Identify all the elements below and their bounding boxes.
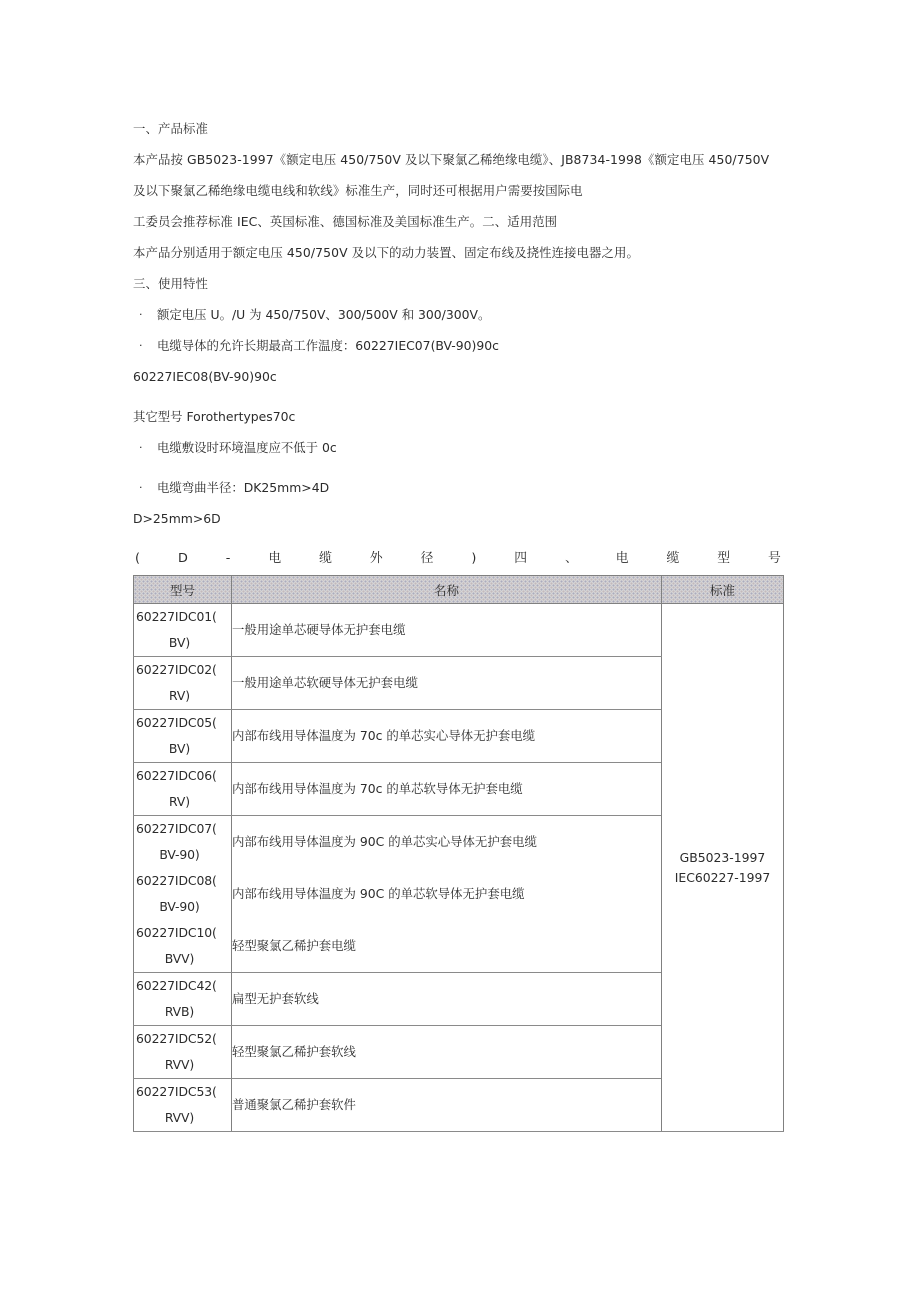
model-line-1: 60227IDC02(	[136, 662, 217, 677]
bullet-item-rated-voltage	[133, 299, 788, 330]
model-line-1: 60227IDC52(	[136, 1031, 217, 1046]
model-line-2: BVV)	[164, 951, 195, 966]
cell-model	[134, 1079, 232, 1132]
bullet-item-bend-radius	[133, 472, 788, 503]
cell-name: 轻型聚氯乙稀护套软线	[232, 1026, 662, 1079]
column-header-name: 名称	[232, 576, 662, 604]
bullet-text-rated-voltage: 额定电压 U。/U 为 450/750V、300/500V 和 300/300V。	[157, 307, 491, 322]
model-line-1: 60227IDC07(	[136, 821, 217, 836]
model-line-2: BV-90)	[159, 847, 200, 862]
table-header-row	[134, 576, 784, 604]
bullet-marker-icon: ·	[139, 481, 143, 494]
cell-model	[134, 657, 232, 710]
section-heading-product-standard: 一、产品标准	[133, 121, 208, 136]
cell-model	[134, 868, 232, 920]
spacer	[133, 392, 788, 401]
model-line-2: BV-90)	[159, 899, 200, 914]
cell-model	[134, 604, 232, 657]
model-line-1: 60227IDC06(	[136, 768, 217, 783]
caption-token: 外	[369, 551, 383, 566]
model-line-1: 60227IDC53(	[136, 1084, 217, 1099]
model-line-2: RVB)	[164, 1004, 195, 1019]
model-line-2: RV)	[169, 688, 190, 703]
cell-name: 内部布线用导体温度为 90C 的单芯软导体无护套电缆	[232, 868, 662, 920]
bullet-marker-icon: ·	[139, 308, 143, 321]
model-line-2: RVV)	[164, 1057, 195, 1072]
cell-name: 内部布线用导体温度为 90C 的单芯实心导体无护套电缆	[232, 816, 662, 869]
cell-name: 一般用途单芯硬导体无护套电缆	[232, 604, 662, 657]
cell-model	[134, 973, 232, 1026]
cell-model	[134, 816, 232, 869]
bullet-item-ambient-temperature	[133, 432, 788, 463]
spacer	[133, 463, 788, 472]
cell-name: 内部布线用导体温度为 70c 的单芯实心导体无护套电缆	[232, 710, 662, 763]
paragraph-scope: 本产品分别适用于额定电压 450/750V 及以下的动力装置、固定布线及挠性连接电器之用。	[133, 245, 639, 260]
standard-line-1: GB5023-1997	[679, 849, 766, 865]
cell-name: 一般用途单芯软硬导体无护套电缆	[232, 657, 662, 710]
model-line-1: 60227IDC01(	[136, 609, 217, 624]
section-heading-usage-characteristics: 三、使用特性	[133, 276, 208, 291]
standard-line-2: IEC60227-1997	[674, 869, 771, 885]
cell-name: 扁型无护套软线	[232, 973, 662, 1026]
document-content	[133, 113, 788, 1132]
paragraph-standard-line2: 及以下聚氯乙稀绝缘电缆电线和软线》标准生产，同时还可根据用户需要按国际电	[133, 183, 583, 198]
cell-model	[134, 710, 232, 763]
caption-token: (	[135, 551, 140, 566]
model-line-2: RVV)	[164, 1110, 195, 1125]
caption-token: 缆	[666, 551, 680, 566]
line-temp-second-model: 60227IEC08(BV-90)90c	[133, 369, 277, 384]
model-line-1: 60227IDC05(	[136, 715, 217, 730]
model-line-1: 60227IDC08(	[136, 873, 217, 888]
caption-token: -	[225, 551, 231, 566]
bullet-text-bend-radius: 电缆弯曲半径：DK25mm>4D	[157, 480, 330, 495]
cell-model	[134, 763, 232, 816]
caption-token: 缆	[319, 551, 332, 566]
bullet-text-ambient-temperature: 电缆敷设时环境温度应不低于 0c	[157, 440, 337, 455]
cell-name: 轻型聚氯乙稀护套电缆	[232, 920, 662, 973]
cell-standard	[662, 604, 784, 1132]
caption-token: 电	[615, 551, 629, 566]
model-line-2: BV)	[168, 741, 191, 756]
caption-token: 号	[768, 551, 781, 566]
caption-token: 、	[565, 551, 578, 566]
model-line-1: 60227IDC10(	[136, 925, 217, 940]
cell-name: 内部布线用导体温度为 70c 的单芯软导体无护套电缆	[232, 763, 662, 816]
caption-token: 四	[514, 551, 528, 566]
cell-model	[134, 1026, 232, 1079]
caption-token: 径	[420, 551, 434, 566]
model-line-2: RV)	[169, 794, 190, 809]
line-bend-second: D>25mm>6D	[133, 511, 221, 526]
caption-token: )	[471, 551, 477, 566]
column-header-model: 型号	[134, 576, 232, 604]
paragraph-standard-line1: 本产品按 GB5023-1997《额定电压 450/750V 及以下聚氯乙稀绝缘电缆》、JB8734-1998《额定电压 450/750V	[133, 152, 770, 167]
caption-token: 型	[717, 551, 731, 566]
cable-type-table	[133, 575, 784, 1132]
bullet-item-max-temperature	[133, 330, 788, 361]
table-row	[134, 604, 784, 657]
bullet-marker-icon: ·	[139, 339, 143, 352]
bullet-text-max-temperature: 电缆导体的允许长期最高工作温度：60227IEC07(BV-90)90c	[157, 338, 499, 353]
line-other-types: 其它型号 Forothertypes70c	[133, 409, 296, 424]
model-line-1: 60227IDC42(	[136, 978, 217, 993]
column-header-standard: 标准	[662, 576, 784, 604]
paragraph-standard-line3: 工委员会推荐标准 IEC、英国标准、德国标准及美国标准生产。二、适用范围	[133, 214, 558, 229]
cable-table-container	[133, 575, 783, 1132]
cell-model	[134, 920, 232, 973]
cell-name: 普通聚氯乙稀护套软件	[232, 1079, 662, 1132]
justified-caption-line	[133, 544, 781, 574]
model-line-2: BV)	[168, 635, 191, 650]
caption-token: 电	[268, 551, 282, 566]
bullet-marker-icon: ·	[139, 441, 143, 454]
caption-token: D	[177, 551, 188, 566]
